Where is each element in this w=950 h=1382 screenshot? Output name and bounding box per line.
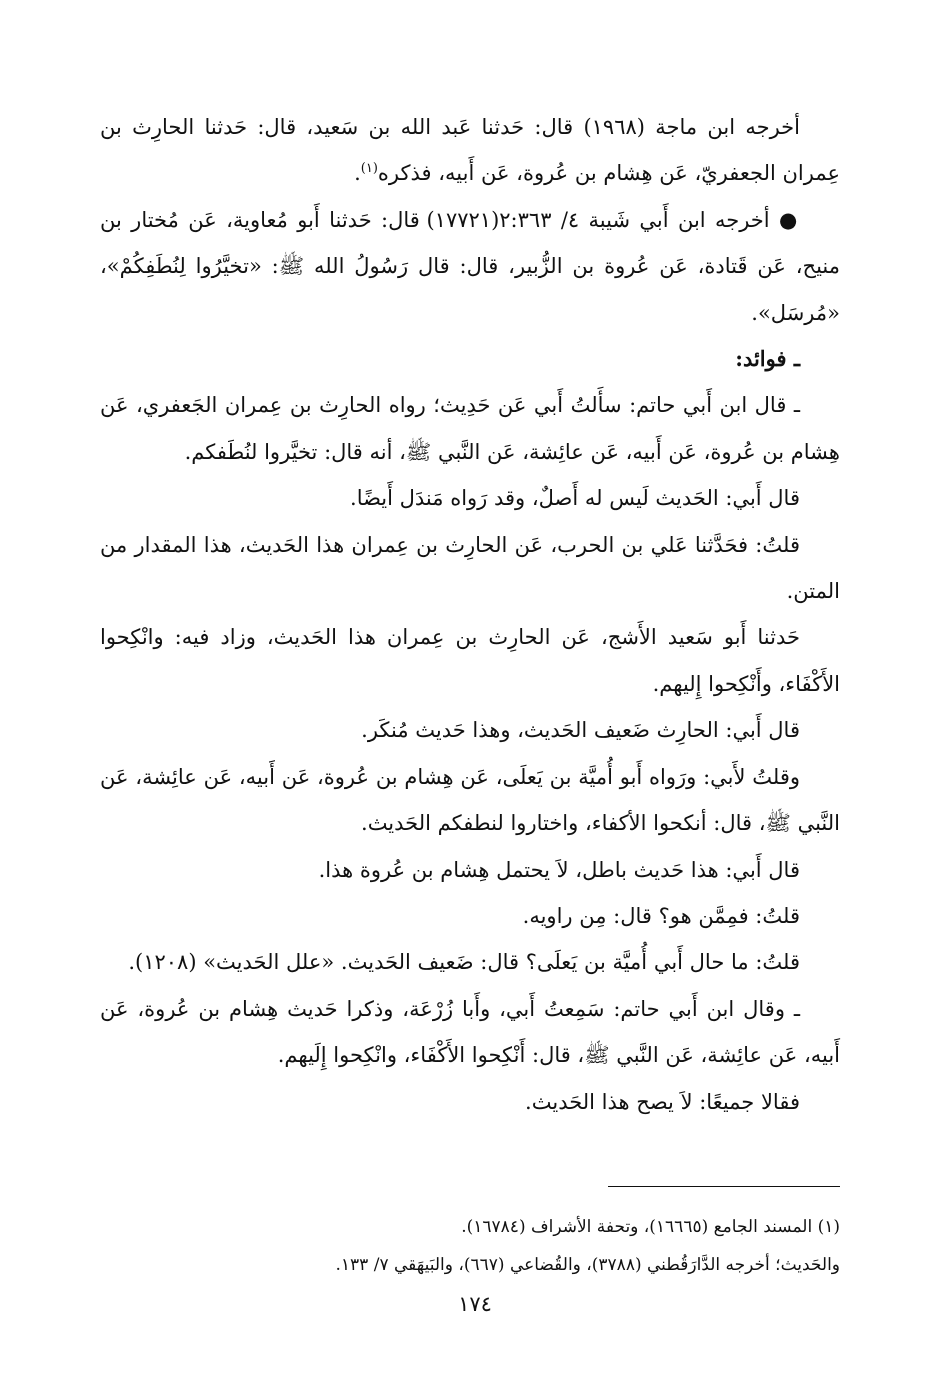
- paragraph-abu-umayyah-status: قلتُ: ما حال أَبي أُميَّة بن يَعلَى؟ قال: ضَعيف الحَديث. «علل الحَديث» (١٢٠٨).: [128, 950, 800, 975]
- paragraph-abi-answer-2: قال أَبي: الحارِث ضَعيف الحَديث، وهذا حَديث مُنكَر.: [361, 718, 800, 743]
- footnote-marker: (١): [360, 161, 378, 177]
- paragraph-from-whom: قلتُ: فمِمَّن هو؟ قال: مِن راويه.: [522, 903, 800, 928]
- section-heading-benefits: ـ فوائد:: [735, 346, 800, 372]
- paragraph-ali-ibn-harb: قلتُ: فحَدَّثنا عَلي بن الحرب، عَن الحارِث بن عِمران هذا الحَديث، هذا المقدار من المتن.: [100, 532, 840, 604]
- paragraph-ibn-majah: [100, 104, 840, 197]
- bullet-icon: ●: [778, 207, 800, 232]
- paragraph-ibn-abi-shaybah: [100, 197, 840, 336]
- footnote-1: (١) المسند الجامع (١٦٦٦٥)، وتحفة الأشراف (١٦٧٨٤).: [461, 1217, 840, 1237]
- paragraph-abi-hatim-question: ـ قال ابن أَبي حاتم: سأَلتُ أَبي عَن حَدِيث؛ رواه الحارِث بن عِمران الجَعفري، عَن هِشام بن عُروة، عَن أَبيه، عَن عائِشة، عَن النَّبي ﷺ، أنه قال: تخيَّروا لنُطَفكم.: [100, 393, 840, 464]
- footnote-1-continued: والحَديث؛ أخرجه الدَّارَقُطني (٣٧٨٨)، والقُضاعي (٦٦٧)، والبَيهَقي ٧/ ١٣٣.: [335, 1255, 840, 1275]
- footnotes: [100, 1205, 840, 1287]
- paragraph-abu-umayyah: وقلتُ لأَبي: ورَواه أَبو أُميَّة بن يَعلَى، عَن هِشام بن عُروة، عَن أَبيه، عَن عائِشة، عَن النَّبي ﷺ، قال: أنكحوا الأكفاء، واختاروا لنطفكم الحَديث.: [100, 764, 840, 836]
- paragraph-conclusion: فقالا جميعًا: لاَ يصح هذا الحَديث.: [525, 1089, 800, 1114]
- paragraph-abi-answer-3: قال أَبي: هذا حَديث باطل، لاَ يحتمل هِشام بن عُروة هذا.: [318, 857, 800, 882]
- main-text: [100, 104, 840, 1125]
- paragraph-abu-zurah: ـ وقال ابن أَبي حاتم: سَمِعتُ أَبي، وأَبا زُرْعَة، وذكرا حَديث هِشام بن عُروة، عَن أَبيه، عَن عائِشة، عَن النَّبي ﷺ، قال: أَنْكِحوا الأَكْفَاء، وانْكِحوا إِلَيهم.: [100, 996, 840, 1068]
- footnote-divider: [608, 1186, 840, 1187]
- page-number: ١٧٤: [458, 1292, 492, 1316]
- paragraph-text: أخرجه ابن ماجة (١٩٦٨) قال: حَدثنا عَبد الله بن سَعيد، قال: حَدثنا الحارِث بن عِمران الجعفريّ، عَن هِشام بن عُروة، عَن أَبيه، فذكره: [100, 115, 840, 186]
- paragraph-tail: .: [354, 161, 361, 186]
- paragraph-abi-answer-1: قال أَبي: الحَديث لَيس له أَصلٌ، وقد رَواه مَندَل أَيضًا.: [350, 486, 800, 511]
- paragraph-abu-said-ashaj: حَدثنا أَبو سَعيد الأَشج، عَن الحارِث بن عِمران هذا الحَديث، وزاد فيه: وانْكِحوا الأَكْفَاء، وأَنْكِحوا إِليهم.: [100, 625, 840, 696]
- paragraph-text: أخرجه ابن أَبي شَيبة ٤/ ٢:٣٦٣(١٧٧٢١) قال: حَدثنا أَبو مُعاوية، عَن مُختار بن منيح، عَن قَتادة، عَن عُروة بن الزُّبير، قال: قال رَسُولُ الله ﷺ: «تخيَّرُوا لِنُطَفِكُمْ»، «مُرسَل».: [100, 207, 840, 325]
